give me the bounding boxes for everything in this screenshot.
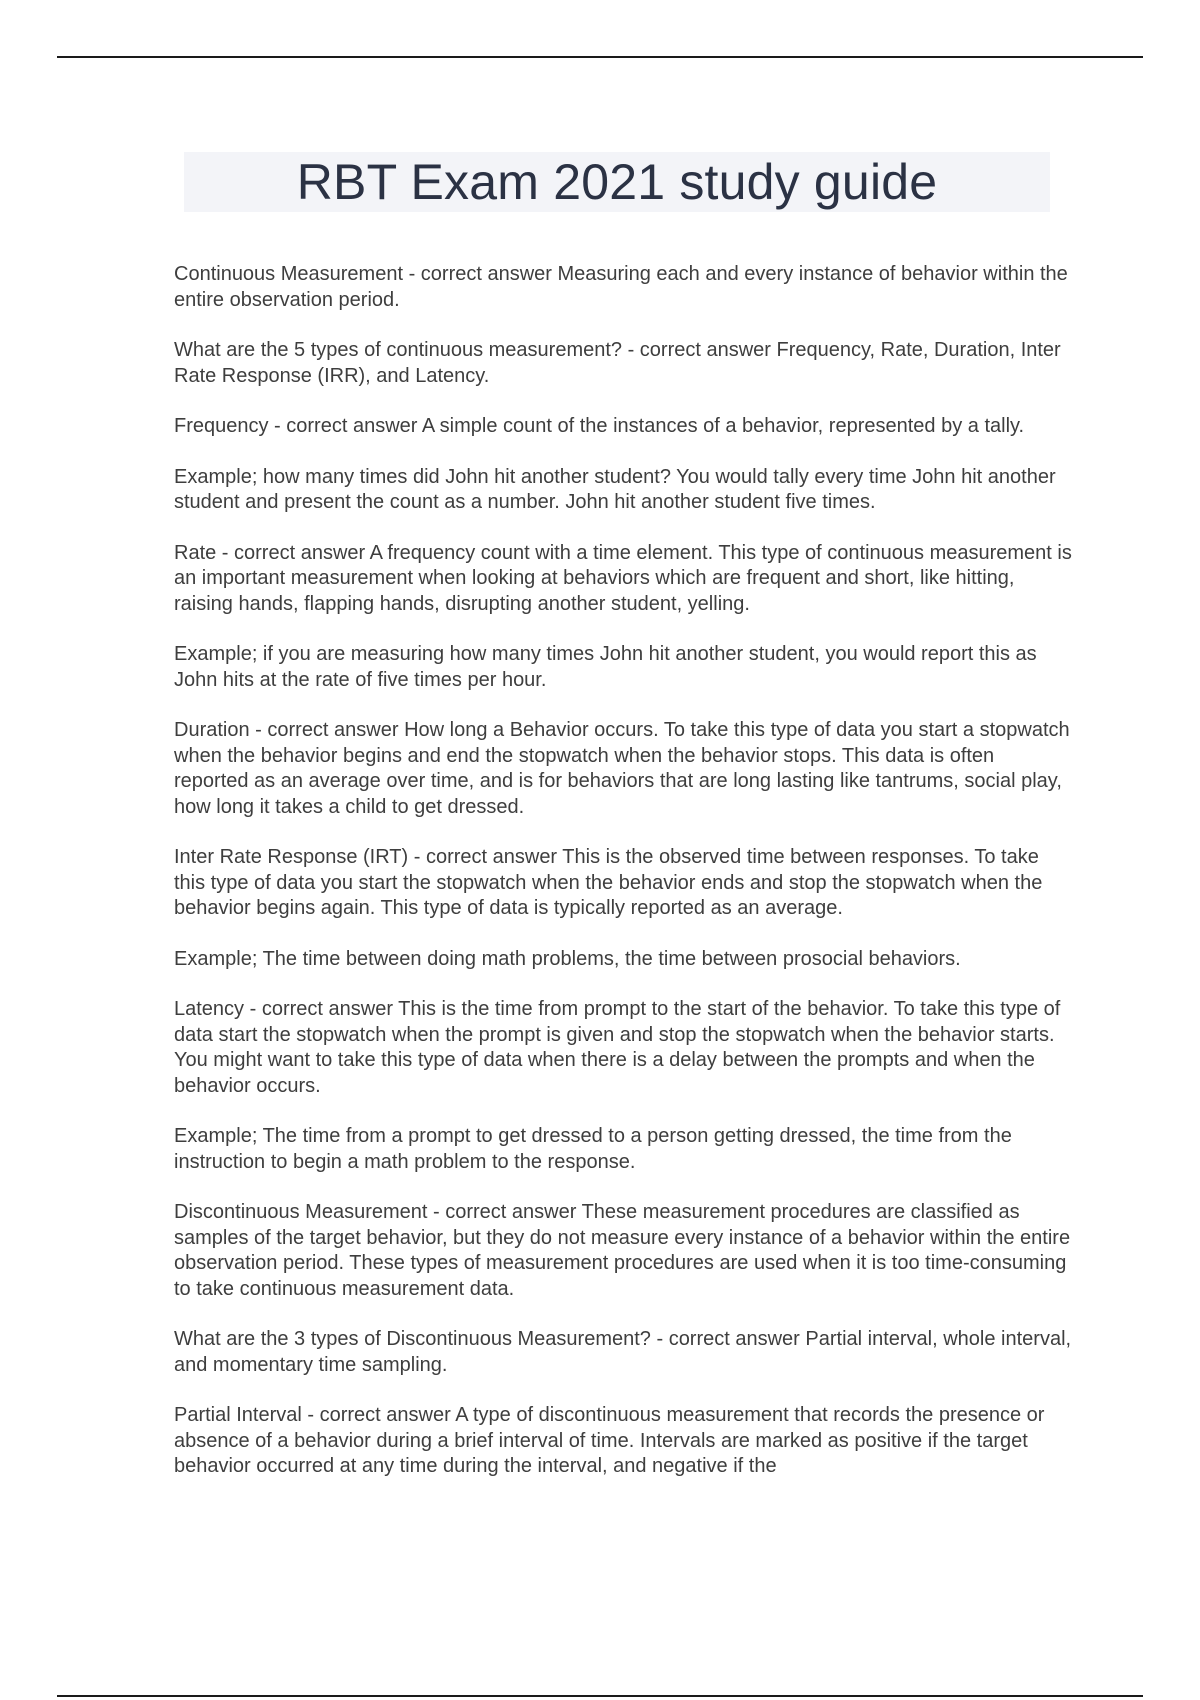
document-title: RBT Exam 2021 study guide xyxy=(296,154,938,210)
paragraph-irt: Inter Rate Response (IRT) - correct answer This is the observed time between responses. To take this type of data you start the stopwatch when the behavior ends and stop the stopwatch when the behavior begins again. This type of data is typically reported as an average. xyxy=(174,846,1043,919)
paragraph-frequency: Frequency - correct answer A simple count of the instances of a behavior, represented by a tally. xyxy=(174,415,1025,437)
paragraph-duration: Duration - correct answer How long a Behavior occurs. To take this type of data you start a stopwatch when the behavior begins and end the stopwatch when the behavior stops. This data is often reported as an average over time, and is for behaviors that are long lasting like tantrums, social play, how long it takes a child to get dressed. xyxy=(174,719,1070,818)
paragraph-discontinuous-measurement: Discontinuous Measurement - correct answer These measurement procedures are classified as samples of the target behavior, but they do not measure every instance of a behavior within the entire observation period. These types of measurement procedures are used when it is too time-consuming to take continuous measurement data. xyxy=(174,1201,1071,1300)
paragraph-latency: Latency - correct answer This is the time from prompt to the start of the behavior. To take this type of data start the stopwatch when the prompt is given and stop the stopwatch when the behavior starts. You might want to take this type of data when there is a delay between the prompts and when the behavior occurs. xyxy=(174,998,1061,1097)
top-rule xyxy=(57,56,1143,58)
paragraph-continuous-types: What are the 5 types of continuous measurement? - correct answer Frequency, Rate, Duration, Inter Rate Response (IRR), and Latency. xyxy=(174,339,1061,387)
bottom-rule xyxy=(57,1695,1143,1697)
paragraph-continuous-measurement: Continuous Measurement - correct answer Measuring each and every instance of behavior within the entire observation period. xyxy=(174,263,1068,311)
paragraph-irt-example: Example; The time between doing math problems, the time between prosocial behaviors. xyxy=(174,947,961,970)
paragraph-rate-example: Example; if you are measuring how many times John hit another student, you would report this as John hits at the rate of five times per hour. xyxy=(174,643,1037,691)
paragraph-frequency-example: Example; how many times did John hit another student? You would tally every time John hit another student and present the count as a number. John hit another student five times. xyxy=(174,465,1056,513)
paragraph-latency-example: Example; The time from a prompt to get dressed to a person getting dressed, the time from the instruction to begin a math problem to the response. xyxy=(174,1125,1012,1173)
paragraph-discontinuous-types: What are the 3 types of Discontinuous Measurement? - correct answer Partial interval, whole interval, and momentary time sampling. xyxy=(174,1328,1072,1376)
paragraph-rate: Rate - correct answer A frequency count with a time element. This type of continuous measurement is an important measurement when looking at behaviors which are frequent and short, like hitting, raising hands, flapping hands, disrupting another student, yelling. xyxy=(174,541,1072,615)
document-body xyxy=(174,262,1074,1505)
title-banner xyxy=(184,152,1050,212)
paragraph-partial-interval: Partial Interval - correct answer A type of discontinuous measurement that records the presence or absence of a behavior during a brief interval of time. Intervals are marked as positive if the target behavior occurred at any time during the interval, and negative if the xyxy=(174,1404,1045,1477)
